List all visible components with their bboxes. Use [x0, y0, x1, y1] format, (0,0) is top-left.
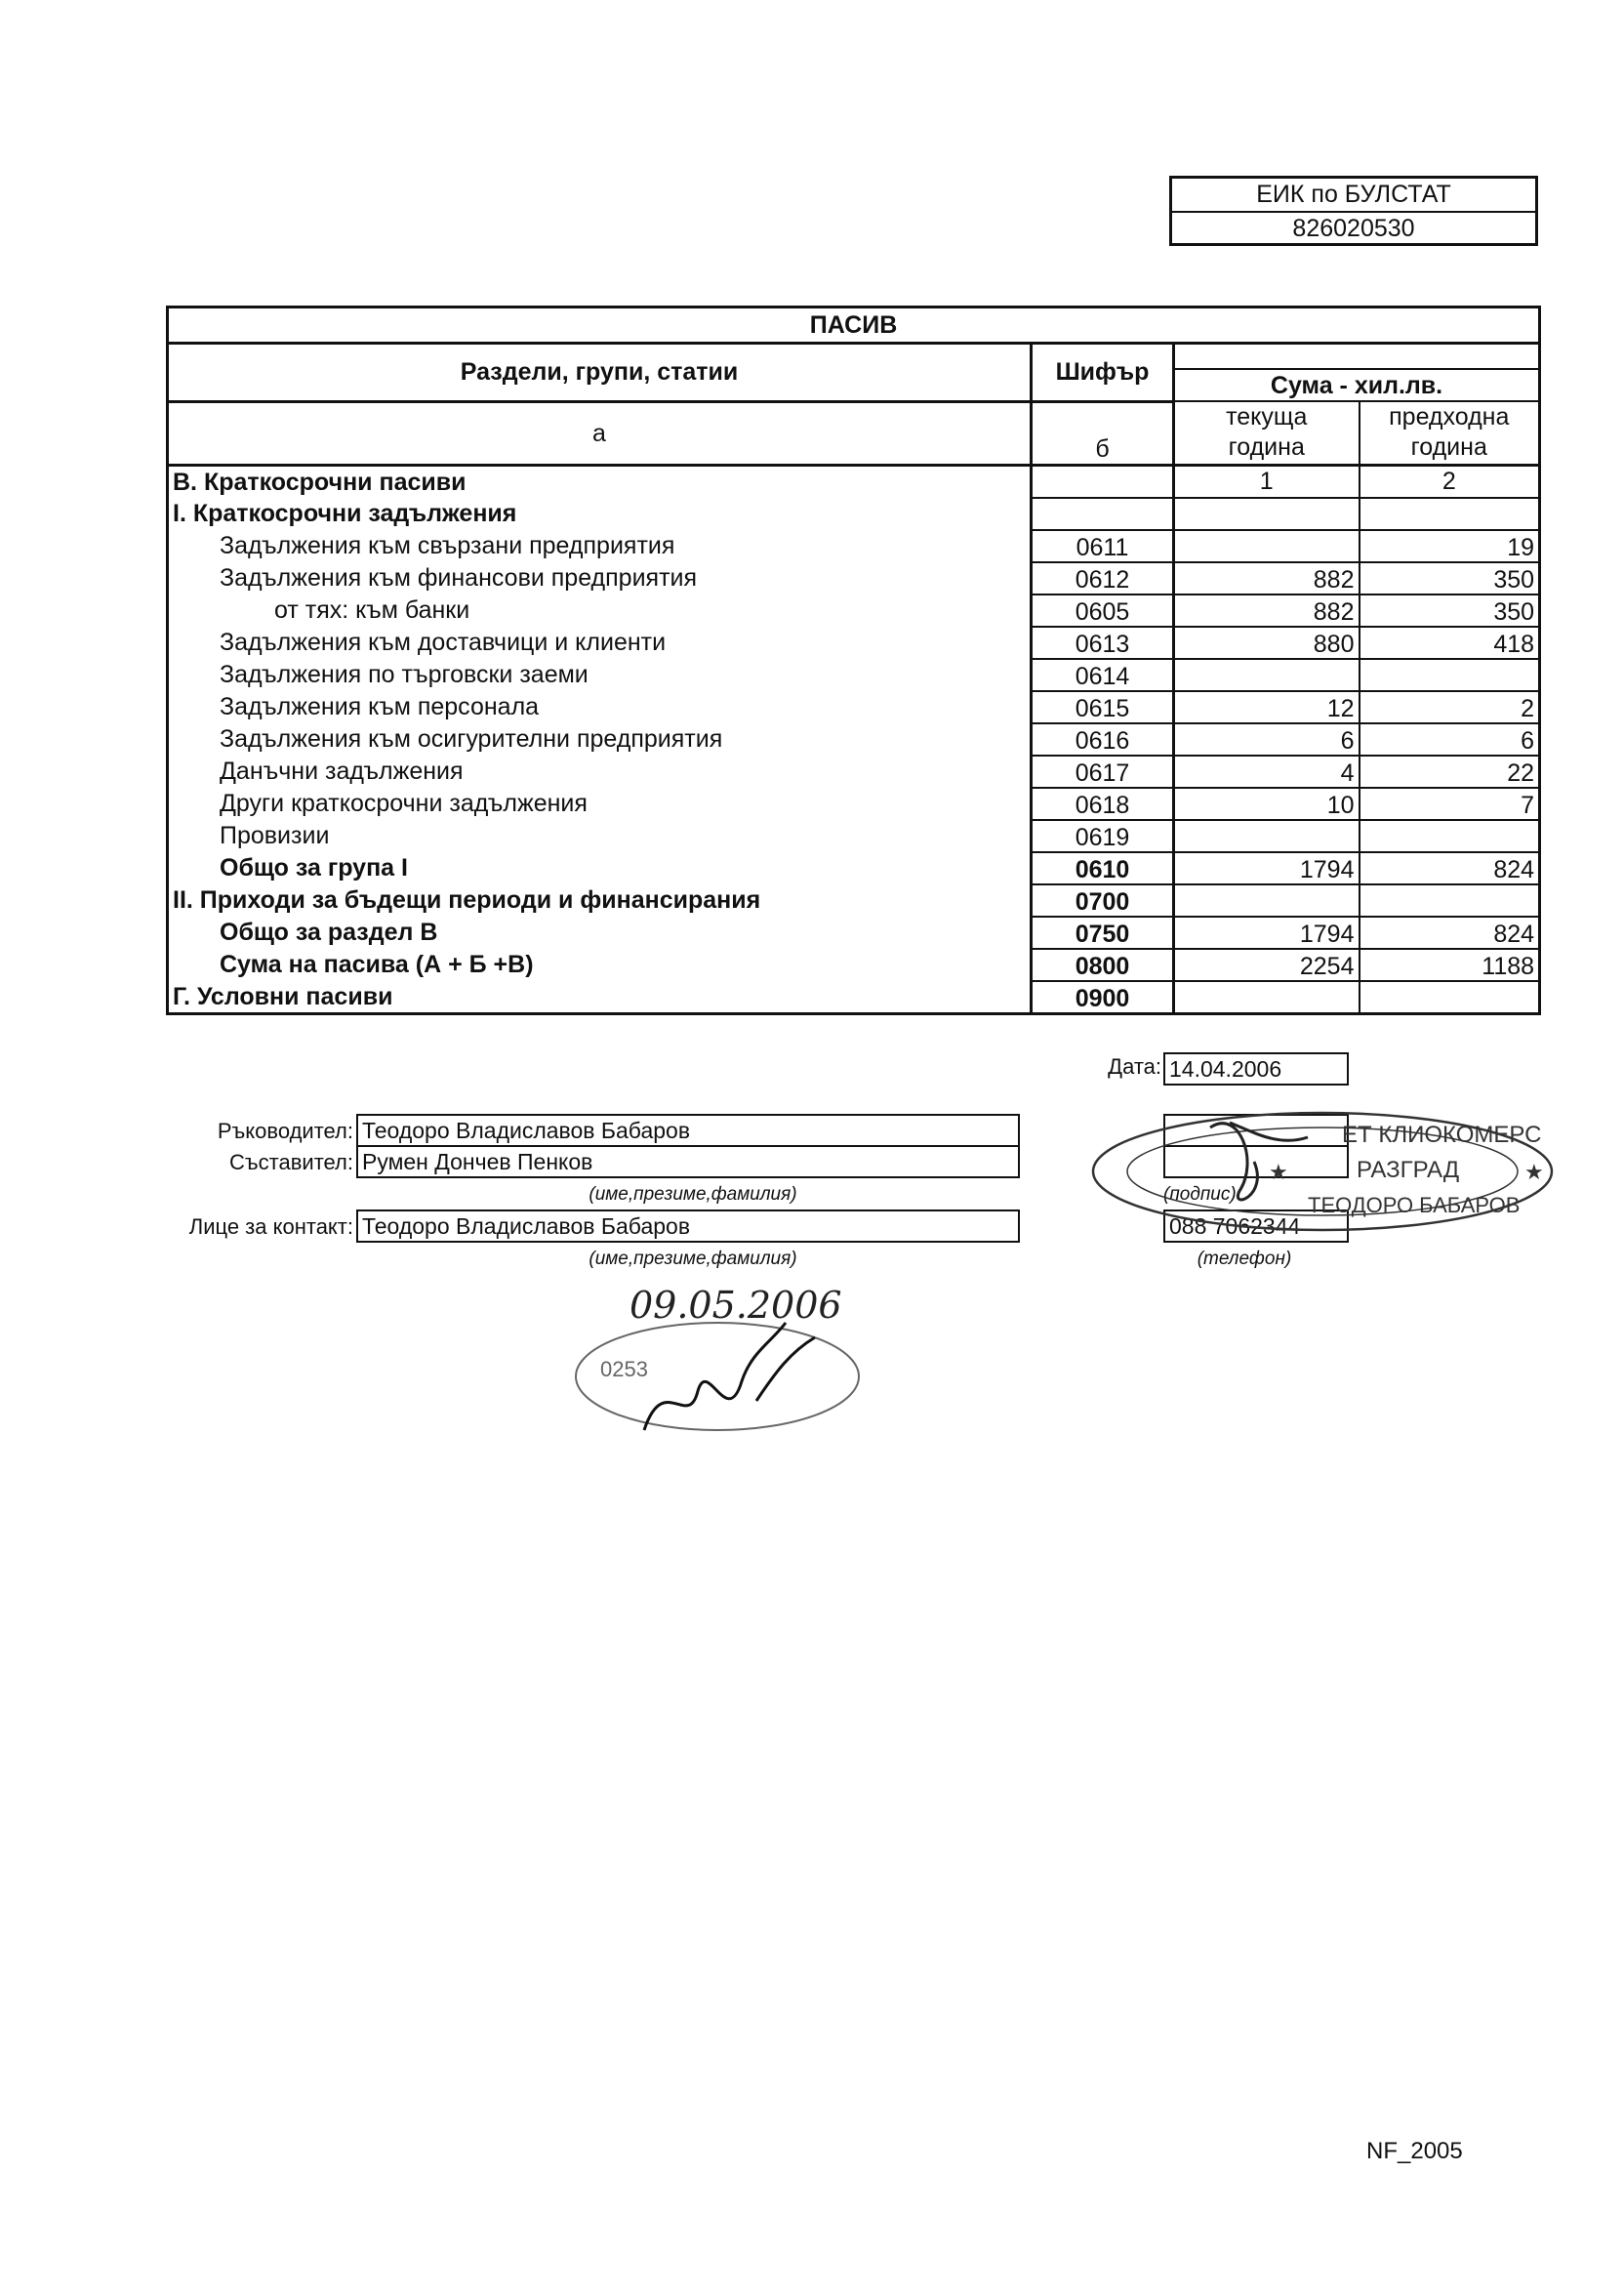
row-code: 0617	[1032, 756, 1174, 788]
table-row	[168, 788, 1540, 820]
row-current: 6	[1174, 723, 1360, 756]
stamp-company-line3: ТЕОДОРО БАБАРОВ	[1308, 1193, 1521, 1217]
row-previous	[1360, 884, 1540, 917]
table-row	[168, 465, 1540, 498]
stamp-star-icon-2: ★	[1524, 1160, 1544, 1184]
row-previous: 350	[1360, 594, 1540, 627]
row-previous: 7	[1360, 788, 1540, 820]
row-label: Задължения по търговски заеми	[220, 661, 589, 688]
row-current	[1174, 884, 1360, 917]
row-label: Задължения към осигурителни предприятия	[220, 725, 723, 753]
registry-stamp	[571, 1284, 883, 1440]
row-code: 0605	[1032, 594, 1174, 627]
table-row	[168, 820, 1540, 852]
row-code	[1032, 498, 1174, 530]
name-caption-1: (име,презиме,фамилия)	[589, 1184, 797, 1205]
row-current	[1174, 530, 1360, 562]
compiler-field: Румен Дончев Пенков	[356, 1145, 1020, 1178]
row-label: Г. Условни пасиви	[173, 982, 393, 1010]
row-previous: 2	[1360, 691, 1540, 723]
header-spacer	[1174, 344, 1540, 370]
row-current: 1	[1174, 465, 1360, 498]
eik-label: ЕИК по БУЛСТАТ	[1256, 181, 1451, 208]
date-label: Дата:	[1108, 1054, 1161, 1079]
col-current-line2: година	[1228, 433, 1305, 462]
row-code: 0614	[1032, 659, 1174, 691]
date-field: 14.04.2006	[1163, 1052, 1349, 1086]
signature-caption: (подпис)	[1163, 1184, 1237, 1205]
contact-label: Лице за контакт:	[188, 1214, 353, 1239]
row-current: 1794	[1174, 852, 1360, 884]
compiler-label: Съставител:	[229, 1150, 353, 1174]
row-label: Провизии	[220, 822, 330, 849]
col-letter-b: б	[1032, 401, 1174, 465]
col-code-header: Шифър	[1032, 344, 1174, 402]
table-row	[168, 884, 1540, 917]
row-current	[1174, 498, 1360, 530]
row-current: 1794	[1174, 917, 1360, 949]
row-previous	[1360, 820, 1540, 852]
row-previous: 350	[1360, 562, 1540, 594]
contact-field: Теодоро Владиславов Бабаров	[356, 1210, 1020, 1243]
table-row	[168, 594, 1540, 627]
row-previous: 19	[1360, 530, 1540, 562]
col-current-line1: текуща	[1226, 403, 1308, 431]
row-previous	[1360, 498, 1540, 530]
row-label: Задължения към доставчици и клиенти	[220, 629, 667, 656]
stamp-star-icon: ★	[1269, 1160, 1288, 1184]
table-row	[168, 691, 1540, 723]
eik-box	[1169, 176, 1538, 246]
row-current: 882	[1174, 594, 1360, 627]
row-previous: 1188	[1360, 949, 1540, 981]
row-current: 12	[1174, 691, 1360, 723]
form-code: NF_2005	[1366, 2138, 1463, 2164]
row-label: Общо за раздел В	[220, 919, 438, 946]
row-previous	[1360, 659, 1540, 691]
row-current	[1174, 820, 1360, 852]
row-code: 0611	[1032, 530, 1174, 562]
row-previous	[1360, 981, 1540, 1014]
table-title: ПАСИВ	[168, 308, 1540, 344]
row-label: Задължения към персонала	[220, 693, 540, 720]
row-label: В. Краткосрочни пасиви	[173, 468, 467, 496]
row-label: ІІ. Приходи за бъдещи периоди и финансирания	[173, 886, 761, 914]
table-row	[168, 917, 1540, 949]
table-row	[168, 659, 1540, 691]
row-current: 882	[1174, 562, 1360, 594]
table-row	[168, 852, 1540, 884]
row-code: 0619	[1032, 820, 1174, 852]
table-row	[168, 723, 1540, 756]
col-previous-line1: предходна	[1389, 403, 1510, 431]
row-label: Задължения към финансови предприятия	[220, 564, 698, 592]
row-current	[1174, 659, 1360, 691]
table-row	[168, 981, 1540, 1014]
row-code: 0616	[1032, 723, 1174, 756]
row-current: 10	[1174, 788, 1360, 820]
row-previous: 6	[1360, 723, 1540, 756]
row-current: 4	[1174, 756, 1360, 788]
row-code: 0750	[1032, 917, 1174, 949]
row-code: 0610	[1032, 852, 1174, 884]
eik-value: 826020530	[1172, 211, 1535, 245]
signature-scribble	[1210, 1123, 1308, 1200]
registry-signature	[644, 1323, 815, 1430]
table-row	[168, 756, 1540, 788]
col-previous-header	[1360, 401, 1540, 465]
company-stamp	[1083, 1103, 1562, 1240]
row-code: 0615	[1032, 691, 1174, 723]
row-previous: 824	[1360, 917, 1540, 949]
row-previous: 418	[1360, 627, 1540, 659]
row-previous: 2	[1360, 465, 1540, 498]
row-current: 880	[1174, 627, 1360, 659]
row-label: І. Краткосрочни задължения	[173, 500, 517, 527]
table-row	[168, 562, 1540, 594]
liabilities-table	[166, 306, 1541, 1015]
registry-number: 0253	[600, 1357, 648, 1381]
row-code: 0900	[1032, 981, 1174, 1014]
phone-field: 088 7062344	[1163, 1210, 1349, 1243]
table-row	[168, 530, 1540, 562]
row-label: Задължения към свързани предприятия	[220, 532, 675, 559]
col-amount-header: Сума - хил.лв.	[1174, 369, 1540, 401]
name-caption-2: (име,презиме,фамилия)	[589, 1249, 797, 1269]
manager-field: Теодоро Владиславов Бабаров	[356, 1114, 1020, 1147]
row-code: 0612	[1032, 562, 1174, 594]
row-label: Данъчни задължения	[220, 758, 464, 785]
col-current-header	[1174, 401, 1360, 465]
table-row	[168, 627, 1540, 659]
col-sections-header: Раздели, групи, статии	[168, 344, 1032, 402]
row-current: 2254	[1174, 949, 1360, 981]
row-label: Сума на пасива (А + Б +В)	[220, 951, 534, 978]
row-label: от тях: към банки	[274, 596, 470, 624]
row-label: Общо за група І	[220, 854, 408, 882]
row-code: 0618	[1032, 788, 1174, 820]
handwritten-date: 09.05.2006	[629, 1284, 842, 1327]
stamp-company-line2: РАЗГРАД	[1357, 1157, 1460, 1183]
row-current	[1174, 981, 1360, 1014]
table-row	[168, 498, 1540, 530]
stamp-company-line1: ЕТ КЛИОКОМЕРС	[1342, 1122, 1542, 1148]
row-code: 0800	[1032, 949, 1174, 981]
table-row	[168, 949, 1540, 981]
col-previous-line2: година	[1410, 433, 1487, 462]
manager-label: Ръководител:	[217, 1119, 353, 1143]
row-code: 0613	[1032, 627, 1174, 659]
row-previous: 22	[1360, 756, 1540, 788]
row-previous: 824	[1360, 852, 1540, 884]
col-letter-a: а	[168, 401, 1032, 465]
phone-caption: (телефон)	[1197, 1249, 1292, 1269]
row-code	[1032, 465, 1174, 498]
row-code: 0700	[1032, 884, 1174, 917]
row-label: Други краткосрочни задължения	[220, 790, 588, 817]
